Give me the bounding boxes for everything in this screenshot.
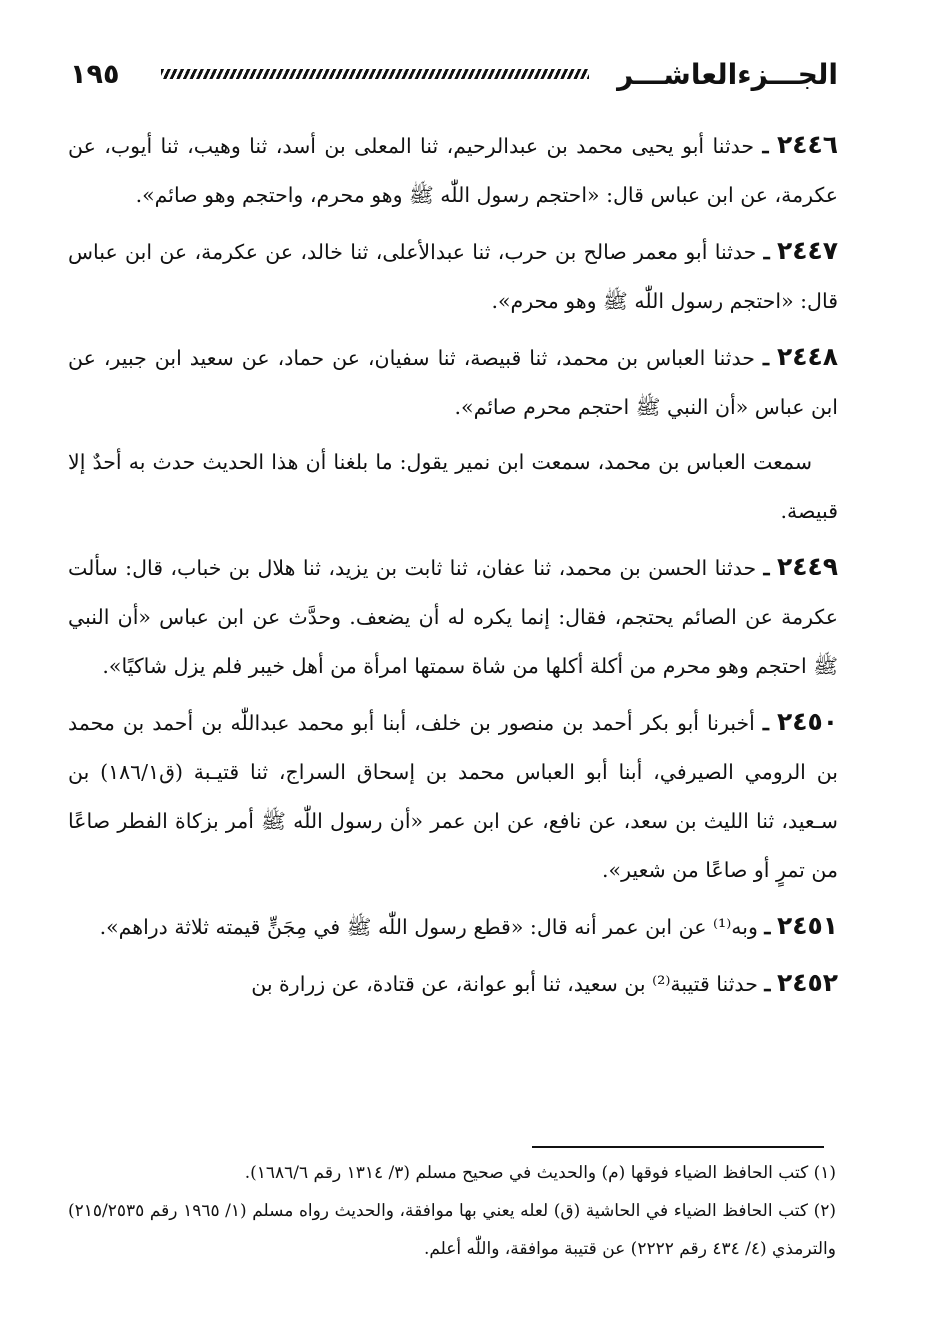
footnote-2: (٢) كتب الحافظ الضياء في الحاشية (ق) لعله يعني بها موافقة، والحديث رواه مسلم (١/ ١٩٦٥ رقم ٢١٥/٢٥٣٥) والترمذي (٤/ ٤٣٤ رقم ٢٢٢٢) عن قتيبة موافقة، واللّٰه أعلم. xyxy=(68,1201,836,1259)
hadith-text: وبه⁽¹⁾ عن ابن عمر أنه قال: «قطع رسول اللّٰه ﷺ في مِجَنٍّ قيمته ثلاثة دراهم». xyxy=(99,915,758,939)
hadith-text: سمعت العباس بن محمد، سمعت ابن نمير يقول: ما بلغنا أن هذا الحديث حدث به أحدٌ إلا قبيصة. xyxy=(68,450,838,523)
header-rule xyxy=(161,69,589,79)
hadith-2446: ٢٤٤٦ ـ حدثنا أبو يحيى محمد بن عبدالرحيم، ثنا المعلى بن أسد، ثنا وهيب، ثنا أيوب، عن عكرمة، عن ابن عباس قال: «احتجم رسول اللّٰه ﷺ وهو محرم، واحتجم وهو صائم». xyxy=(68,130,838,207)
hadith-number: ٢٤٥٠ xyxy=(776,707,838,736)
hadith-2451: ٢٤٥١ ـ وبه⁽¹⁾ عن ابن عمر أنه قال: «قطع رسول اللّٰه ﷺ في مِجَنٍّ قيمته ثلاثة دراهم». xyxy=(99,911,838,940)
hadith-2448-comment xyxy=(68,438,838,536)
hadith-number: ٢٤٤٨ xyxy=(776,342,838,371)
hadith-text: حدثنا أبو يحيى محمد بن عبدالرحيم، ثنا المعلى بن أسد، ثنا وهيب، ثنا أيوب، عن عكرمة، عن ابن عباس قال: «احتجم رسول اللّٰه ﷺ وهو محرم، واحتجم وهو صائم». xyxy=(68,134,838,207)
running-title: الجـــزءالعاشـــر xyxy=(617,57,838,91)
page-body xyxy=(68,120,838,1015)
page-number: ١٩٥ xyxy=(70,58,120,90)
hadith-text: حدثنا الحسن بن محمد، ثنا عفان، ثنا ثابت بن يزيد، ثنا هلال بن خباب، قال: سألت عكرمة عن الصائم يحتجم، فقال: إنما يكره له أن يضعف. وحدَّث عن ابن عباس «أن النبي ﷺ احتجم وهو محرم من أكلة أكلها من شاة سمتها امرأة من أهل خيبر فلم يزل شاكيًا». xyxy=(68,556,838,678)
hadith-2447: ٢٤٤٧ ـ حدثنا أبو معمر صالح بن حرب، ثنا عبدالأعلى، ثنا خالد، عن عكرمة، عن ابن عباس قال: «احتجم رسول اللّٰه ﷺ وهو محرم». xyxy=(68,236,838,313)
footnote-1: (١) كتب الحافظ الضياء فوقها (م) والحديث في صحيح مسلم (٣/ ١٣١٤ رقم ١٦٨٦/٦). xyxy=(244,1163,836,1183)
hadith-text: حدثنا أبو معمر صالح بن حرب، ثنا عبدالأعلى، ثنا خالد، عن عكرمة، عن ابن عباس قال: «احتجم رسول اللّٰه ﷺ وهو محرم». xyxy=(68,240,838,313)
hadith-2452: ٢٤٥٢ ـ حدثنا قتيبة⁽²⁾ بن سعيد، ثنا أبو عوانة، عن قتادة، عن زرارة بن xyxy=(251,968,838,997)
hadith-number: ٢٤٤٧ xyxy=(776,236,838,265)
hadith-number: ٢٤٤٩ xyxy=(776,552,838,581)
footnotes xyxy=(68,1154,836,1268)
hadith-2449: ٢٤٤٩ ـ حدثنا الحسن بن محمد، ثنا عفان، ثنا ثابت بن يزيد، ثنا هلال بن خباب، قال: سألت عكرمة عن الصائم يحتجم، فقال: إنما يكره له أن يضعف. وحدَّث عن ابن عباس «أن النبي ﷺ احتجم وهو محرم من أكلة أكلها من شاة سمتها امرأة من أهل خيبر فلم يزل شاكيًا». xyxy=(68,552,838,678)
hadith-number: ٢٤٥٢ xyxy=(776,968,838,997)
page-header xyxy=(70,52,838,96)
hadith-number: ٢٤٥١ xyxy=(776,911,838,940)
hadith-text: حدثنا قتيبة⁽²⁾ بن سعيد، ثنا أبو عوانة، عن قتادة، عن زرارة بن xyxy=(251,972,758,996)
hadith-number: ٢٤٤٦ xyxy=(776,130,838,159)
hadith-text: أخبرنا أبو بكر أحمد بن منصور بن خلف، أبنا أبو محمد عبداللّٰه بن أحمد بن محمد بن الرومي الصيرفي، أبنا أبو العباس محمد بن إسحاق السراج، ثنا قتيـبة (ق١٨٦/١) بن سـعيد، ثنا الليث بن سعد، عن نافع، عن ابن عمر «أن رسول اللّٰه ﷺ أمر بزكاة الفطر صاعًا من تمرٍ أو صاعًا من شعير». xyxy=(68,711,839,882)
hadith-2448: ٢٤٤٨ ـ حدثنا العباس بن محمد، ثنا قبيصة، ثنا سفيان، عن حماد، عن سعيد ابن جبير، عن ابن عباس «أن النبي ﷺ احتجم محرم صائم». xyxy=(68,342,838,419)
hadith-2450: ٢٤٥٠ ـ أخبرنا أبو بكر أحمد بن منصور بن خلف، أبنا أبو محمد عبداللّٰه بن أحمد بن محمد بن الرومي الصيرفي، أبنا أبو العباس محمد بن إسحاق السراج، ثنا قتيـبة (ق١٨٦/١) بن سـعيد، ثنا الليث بن سعد، عن نافع، عن ابن عمر «أن رسول اللّٰه ﷺ أمر بزكاة الفطر صاعًا من تمرٍ أو صاعًا من شعير». xyxy=(68,707,839,882)
hadith-text: حدثنا العباس بن محمد، ثنا قبيصة، ثنا سفيان، عن حماد، عن سعيد ابن جبير، عن ابن عباس «أن النبي ﷺ احتجم محرم صائم». xyxy=(68,346,838,419)
footnote-divider xyxy=(532,1146,824,1148)
